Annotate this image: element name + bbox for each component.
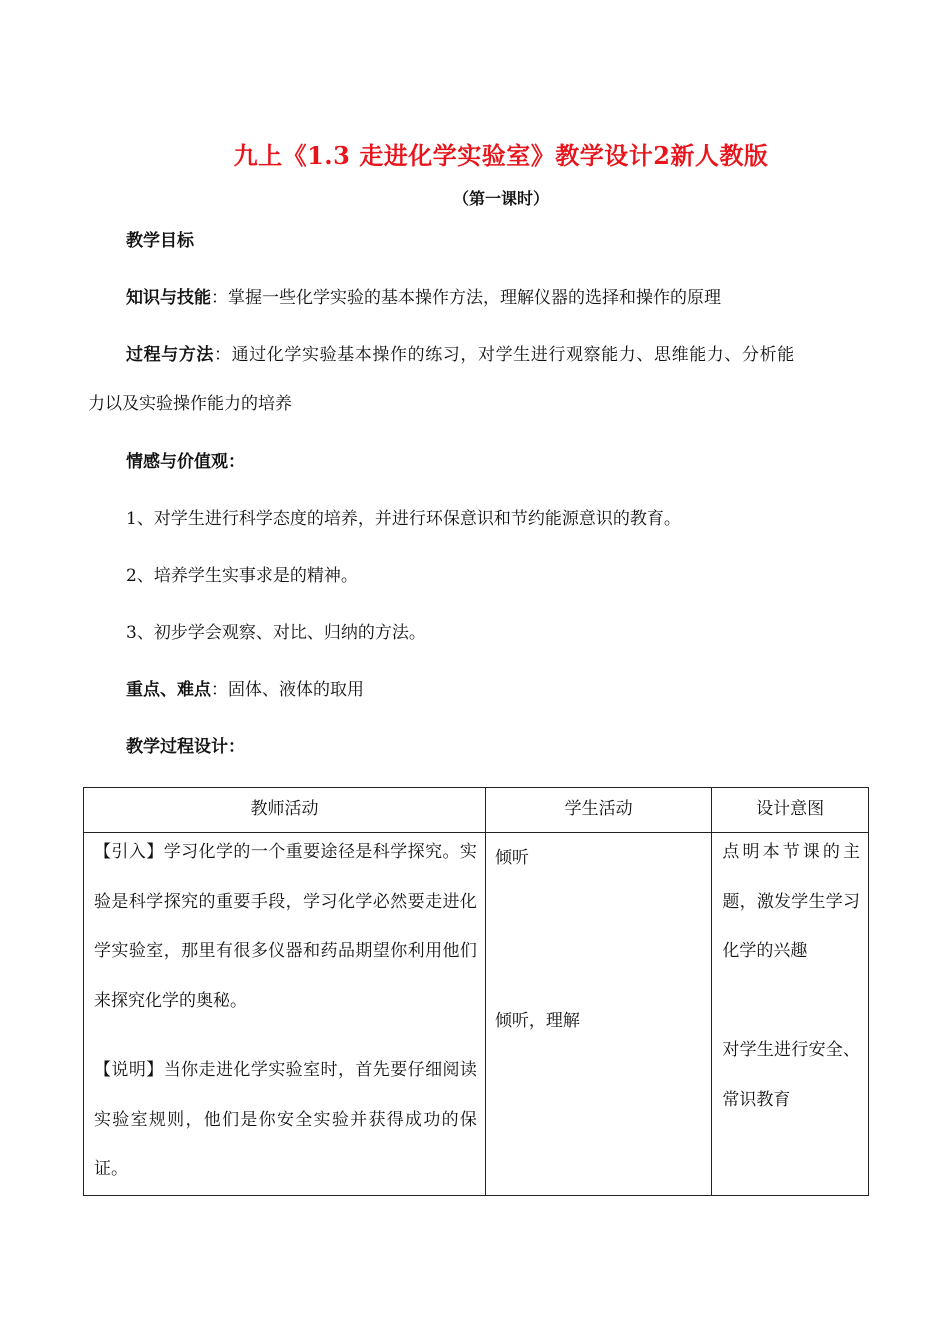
- process-methods-line: [126, 343, 866, 367]
- teacher-activity-cell: [84, 833, 486, 1196]
- header-teacher-activity: 教师活动: [84, 788, 486, 833]
- table-header-row: [84, 788, 869, 833]
- header-design-intent: 设计意图: [712, 788, 869, 833]
- lesson-plan-table: [83, 787, 869, 1196]
- process-methods-label: 过程与方法: [126, 345, 214, 365]
- document-subtitle: （第一课时）: [452, 189, 549, 208]
- design-intent-cell: [712, 833, 869, 1196]
- teacher-intro-paragraph: 【引入】学习化学的一个重要途径是科学探究。实验是科学探究的重要手段，学习化学必然要走进化学实验室，那里有很多仪器和药品期望你利用他们来探究化学的奥秘。: [94, 842, 477, 1011]
- process-design-heading: 教学过程设计：: [126, 737, 245, 757]
- student-activity-cell: [485, 833, 711, 1196]
- process-methods-text: ：通过化学实验基本操作的练习，对学生进行观察能力、思维能力、分析能: [214, 345, 795, 365]
- design-intent-item: 对学生进行安全、常识教育: [722, 1040, 860, 1110]
- knowledge-skills-label: 知识与技能: [126, 288, 211, 308]
- knowledge-skills-text: ：掌握一些化学实验的基本操作方法，理解仪器的选择和操作的原理: [211, 288, 721, 308]
- student-activity-item: 倾听，理解: [494, 1011, 580, 1031]
- document-title: 九上《1.3 走进化学实验室》教学设计2新人教版: [233, 141, 769, 170]
- keypoints-line: [126, 678, 364, 702]
- table-row: [84, 833, 869, 1196]
- emotion-values-label: 情感与价值观：: [126, 452, 245, 472]
- process-methods-continuation: 力以及实验操作能力的培养: [88, 394, 292, 414]
- header-student-activity: 学生活动: [485, 788, 711, 833]
- student-activity-item: 倾听: [494, 848, 529, 868]
- objective-item: 1、对学生进行科学态度的培养，并进行环保意识和节约能源意识的教育。: [126, 509, 681, 529]
- objective-item: 2、培养学生实事求是的精神。: [126, 566, 358, 586]
- keypoints-text: ：固体、液体的取用: [211, 680, 364, 700]
- objective-item: 3、初步学会观察、对比、归纳的方法。: [126, 623, 426, 643]
- knowledge-skills-line: [126, 286, 721, 310]
- design-intent-item: 点明本节课的主题，激发学生学习化学的兴趣: [722, 842, 860, 961]
- objectives-heading: 教学目标: [126, 231, 194, 251]
- teacher-explain-paragraph: 【说明】当你走进化学实验室时，首先要仔细阅读实验室规则，他们是你安全实验并获得成功的保证。: [94, 1060, 477, 1179]
- keypoints-label: 重点、难点: [126, 680, 211, 700]
